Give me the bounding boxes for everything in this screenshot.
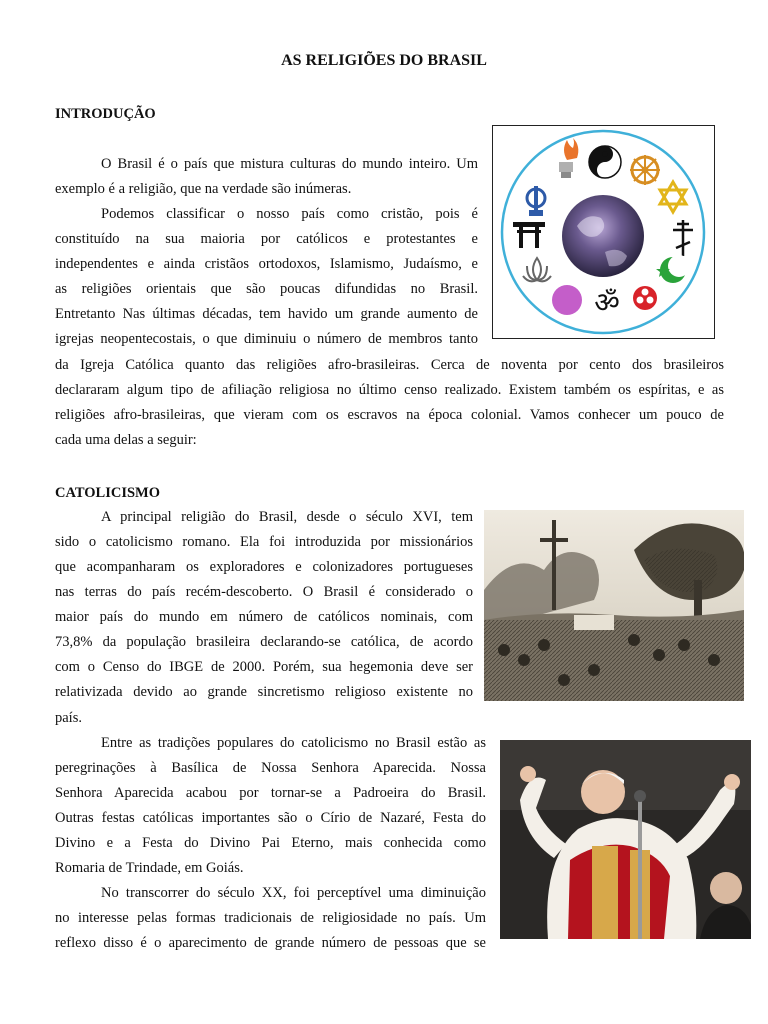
religious-symbols-image: [492, 125, 715, 339]
circle-symbol-icon: [552, 285, 582, 315]
paragraph-line: cada uma delas a seguir:: [55, 432, 197, 448]
paragraph-line: Podemos classificar o nosso país como cristão, pois é: [101, 206, 478, 222]
paragraph-line: constituído na sua maioria por católicos e protestantes e: [55, 231, 478, 247]
microphone-icon: [638, 798, 642, 939]
pope-photo-image: [500, 740, 751, 939]
paragraph-line: reflexo disso é o aparecimento de grande número de pessoas que se: [55, 935, 486, 951]
paragraph-line: igrejas neopentecostais, o que diminuiu o número de membros tanto: [55, 331, 478, 347]
paragraph-line: nas terras do país recém-descoberto. O Brasil é considerado o: [55, 584, 473, 600]
paragraph-line: exemplo é a religião, que na verdade são inúmeras.: [55, 181, 352, 197]
paragraph-line: as religiões orientais que são poucas difundidas no Brasil.: [55, 281, 478, 297]
paragraph-line: No transcorrer do século XX, foi perceptível uma diminuição: [101, 885, 486, 901]
paragraph-line: declararam algum tipo de afiliação religiosa no último censo realizado. Existem também os espíritas, e as: [55, 382, 724, 398]
paragraph-line: Entre as tradições populares do catolicismo no Brasil estão as: [101, 735, 486, 751]
om-icon: ॐ: [594, 288, 620, 319]
three-petal-icon: [633, 286, 657, 310]
paragraph-line: Entretanto Nas últimas décadas, tem havido um grande aumento de: [55, 306, 478, 322]
section-heading-catolicismo: CATOLICISMO: [55, 485, 161, 501]
globe-icon: [562, 195, 644, 277]
paragraph-line: no interesse pelas formas tradicionais de religiosidade no país. Um: [55, 910, 486, 926]
paragraph-line: que acompanharam os exploradores e colonizadores portugueses: [55, 559, 473, 575]
paragraph-line: com o Censo do IBGE de 2000. Porém, sua hegemonia deve ser: [55, 659, 473, 675]
paragraph-line: 73,8% da população brasileira declarando-se católica, de acordo: [55, 634, 473, 650]
paragraph-line: relativizada devido ao grande sincretismo religioso existente no: [55, 684, 473, 700]
yin-yang-icon: [589, 146, 621, 178]
paragraph-line: O Brasil é o país que mistura culturas do mundo inteiro. Um: [101, 156, 478, 172]
cross-icon: [552, 520, 556, 610]
paragraph-line: A principal religião do Brasil, desde o século XVI, tem: [101, 509, 473, 525]
paragraph-line: Romaria de Trindade, em Goiás.: [55, 860, 244, 876]
dharma-wheel-icon: [630, 155, 660, 185]
paragraph-line: Divino e a Festa do Divino Pai Eterno, mais conhecida como: [55, 835, 486, 851]
page-title: AS RELIGIÕES DO BRASIL: [281, 52, 487, 69]
paragraph-line: país.: [55, 710, 82, 726]
first-mass-engraving-image: [484, 510, 744, 701]
paragraph-line: sido o catolicismo romano. Ela foi introduzida por missionários: [55, 534, 473, 550]
paragraph-line: Senhora Aparecida acabou por tornar-se a Padroeira do Brasil.: [55, 785, 486, 801]
section-heading-introducao: INTRODUÇÃO: [55, 106, 156, 122]
paragraph-line: da Igreja Católica quanto das religiões afro-brasileiras. Cerca de noventa por cento dos brasileiros: [55, 357, 724, 373]
paragraph-line: religiões afro-brasileiras, que vieram com os escravos na época colonial. Vamos conhecer um pouco de: [55, 407, 724, 423]
paragraph-line: independentes e ainda cristãos ortodoxos, Islamismo, Judaísmo, e: [55, 256, 478, 272]
paragraph-line: peregrinações à Basílica de Nossa Senhora Aparecida. Nossa: [55, 760, 486, 776]
paragraph-line: maior país do mundo em número de católicos nominais, com: [55, 609, 473, 625]
paragraph-line: Outras festas católicas importantes são o Círio de Nazaré, Festa do: [55, 810, 486, 826]
